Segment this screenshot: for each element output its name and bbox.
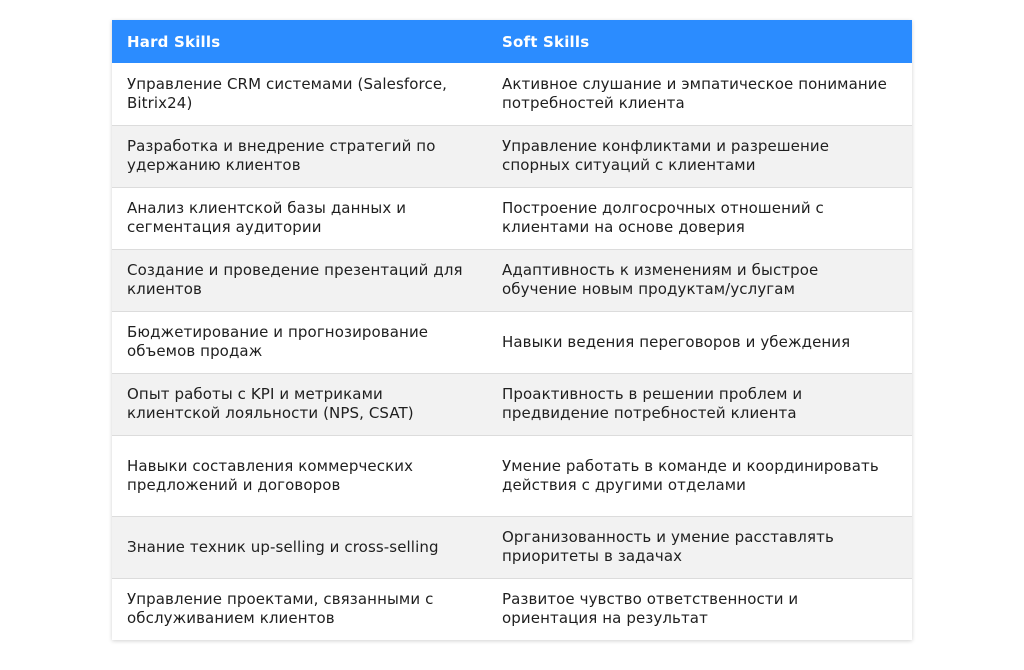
hard-skill-cell: Бюджетирование и прогнозирование объемов продаж bbox=[112, 311, 487, 373]
skills-table-container bbox=[112, 20, 912, 640]
hard-skill-cell: Разработка и внедрение стратегий по удержанию клиентов bbox=[112, 125, 487, 187]
soft-skill-cell: Навыки ведения переговоров и убеждения bbox=[487, 311, 912, 373]
soft-skill-cell: Организованность и умение расставлять приоритеты в задачах bbox=[487, 516, 912, 578]
table-row bbox=[112, 125, 912, 187]
skills-table bbox=[112, 20, 912, 640]
header-hard-skills: Hard Skills bbox=[112, 20, 487, 63]
soft-skill-cell: Развитое чувство ответственности и ориентация на результат bbox=[487, 578, 912, 640]
table-row bbox=[112, 435, 912, 516]
table-row bbox=[112, 249, 912, 311]
hard-skill-cell: Управление CRM системами (Salesforce, Bitrix24) bbox=[112, 63, 487, 125]
hard-skill-cell: Создание и проведение презентаций для клиентов bbox=[112, 249, 487, 311]
table-row bbox=[112, 373, 912, 435]
soft-skill-cell: Управление конфликтами и разрешение спорных ситуаций с клиентами bbox=[487, 125, 912, 187]
soft-skill-cell: Построение долгосрочных отношений с клиентами на основе доверия bbox=[487, 187, 912, 249]
soft-skill-cell: Активное слушание и эмпатическое понимание потребностей клиента bbox=[487, 63, 912, 125]
header-row bbox=[112, 20, 912, 63]
hard-skill-cell: Анализ клиентской базы данных и сегментация аудитории bbox=[112, 187, 487, 249]
hard-skill-cell: Навыки составления коммерческих предложений и договоров bbox=[112, 435, 487, 516]
header-soft-skills: Soft Skills bbox=[487, 20, 912, 63]
table-row bbox=[112, 63, 912, 125]
table-body bbox=[112, 63, 912, 640]
hard-skill-cell: Знание техник up-selling и cross-selling bbox=[112, 516, 487, 578]
hard-skill-cell: Управление проектами, связанными с обслуживанием клиентов bbox=[112, 578, 487, 640]
soft-skill-cell: Проактивность в решении проблем и предвидение потребностей клиента bbox=[487, 373, 912, 435]
table-row bbox=[112, 311, 912, 373]
hard-skill-cell: Опыт работы с KPI и метриками клиентской лояльности (NPS, CSAT) bbox=[112, 373, 487, 435]
table-row bbox=[112, 187, 912, 249]
table-header bbox=[112, 20, 912, 63]
table-row bbox=[112, 516, 912, 578]
soft-skill-cell: Адаптивность к изменениям и быстрое обучение новым продуктам/услугам bbox=[487, 249, 912, 311]
soft-skill-cell: Умение работать в команде и координировать действия с другими отделами bbox=[487, 435, 912, 516]
table-row bbox=[112, 578, 912, 640]
